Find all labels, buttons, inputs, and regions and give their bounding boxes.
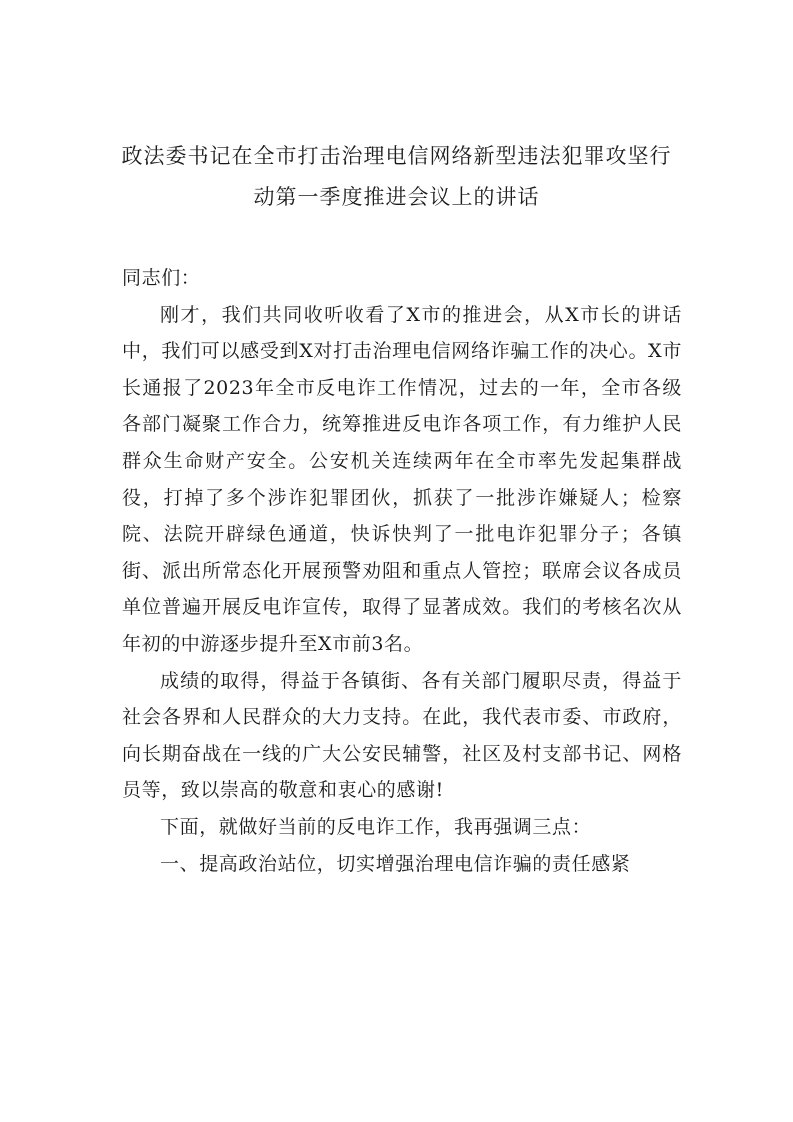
paragraph-opening: 刚才，我们共同收听收看了X市的推进会，从X市长的讲话中，我们可以感受到X对打击治理电信网络诈骗工作的决心。X市长通报了2023年全市反电诈工作情况，过去的一年，全市各级各部门凝聚工作合力，统筹推进反电诈各项工作，有力维护人民群众生命财产安全。公安机关连续两年在全市率先发起集群战役，打掉了多个涉诈犯罪团伙，抓获了一批涉诈嫌疑人；检察院、法院开辟绿色通道，快诉快判了一批电诈犯罪分子；各镇街、派出所常态化开展预警劝阻和重点人管控；联席会议各成员单位普遍开展反电诈宣传，取得了显著成效。我们的考核名次从年初的中游逐步提升至X市前3名。 [122, 303, 682, 655]
document-body [122, 260, 682, 882]
section-heading-1: 一、提高政治站位，切实增强治理电信诈骗的责任感紧 [160, 852, 631, 875]
document-title [110, 136, 683, 218]
salutation: 同志们： [122, 267, 201, 289]
title-line-2: 动第一季度推进会议上的讲话 [253, 185, 540, 209]
title-line-1: 政法委书记在全市打击治理电信网络新型违法犯罪攻坚行 [121, 144, 672, 168]
paragraph-thanks: 成绩的取得，得益于各镇街、各有关部门履职尽责，得益于社会各界和人民群众的大力支持。在此，我代表市委、市政府，向长期奋战在一线的广大公安民辅警，社区及村支部书记、网格员等，致以崇高的敬意和衷心的感谢! [122, 669, 682, 802]
paragraph-transition: 下面，就做好当前的反电诈工作，我再强调三点： [160, 815, 592, 838]
